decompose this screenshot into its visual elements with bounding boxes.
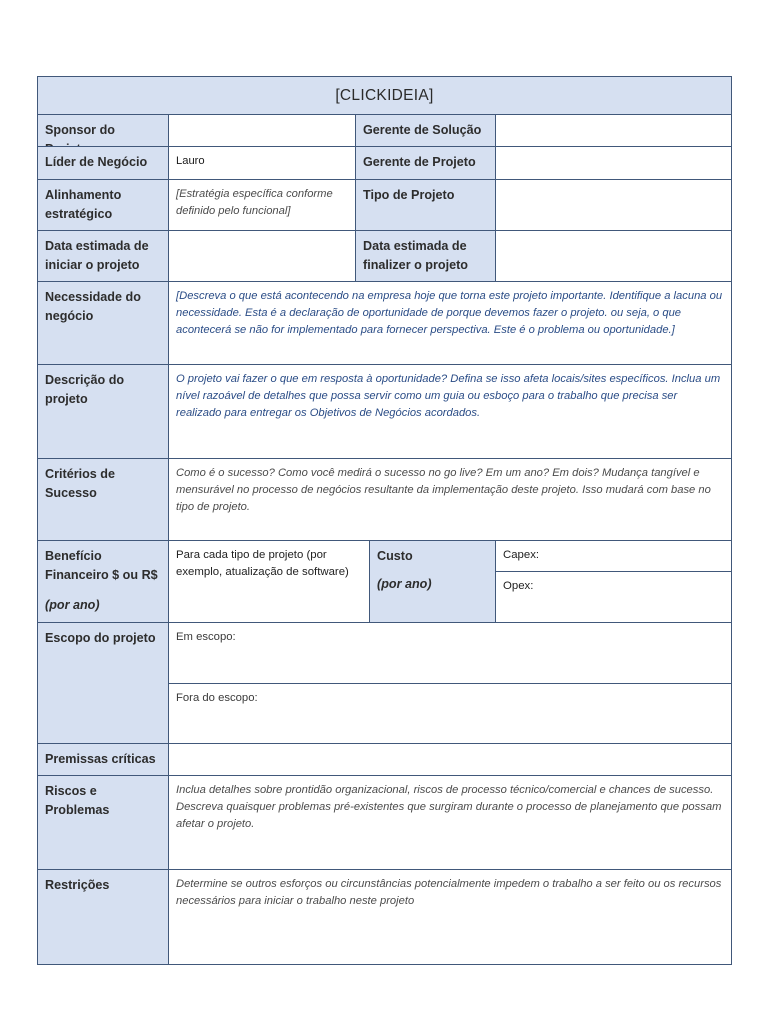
- beneficio-label: [37, 540, 169, 623]
- custo-label-text: Custo: [377, 549, 413, 563]
- escopo-label: Escopo do projeto: [37, 622, 169, 744]
- tipo-projeto-value[interactable]: [495, 179, 732, 231]
- opex-field[interactable]: Opex:: [495, 571, 732, 623]
- beneficio-label-sub: (por ano): [45, 598, 100, 612]
- custo-label-sub: (por ano): [377, 577, 432, 591]
- fora-escopo-field[interactable]: Fora do escopo:: [168, 683, 732, 744]
- lider-negocio-value[interactable]: Lauro: [168, 146, 356, 180]
- tipo-projeto-label: Tipo de Projeto: [355, 179, 496, 231]
- document-title: [37, 76, 732, 115]
- sponsor-label: Sponsor do: [37, 114, 169, 147]
- premissas-value[interactable]: [168, 743, 732, 776]
- descricao-value[interactable]: O projeto vai fazer o que em resposta à oportunidade? Defina se isso afeta locais/sites específicos. Inclua um nível razoável de detalhes que possa servir como um guia ou esboço para o trabalho que precisa ser realizado para entregar os Objetivos de Negócios acordados.: [168, 364, 732, 459]
- gerente-solucao-value[interactable]: [495, 114, 732, 147]
- restricoes-value[interactable]: Determine se outros esforços ou circunstâncias potencialmente impedem o trabalho a ser feito ou os recursos necessários para iniciar o trabalho neste projeto: [168, 869, 732, 965]
- data-inicio-value[interactable]: [168, 230, 356, 282]
- necessidade-label: Necessidade do negócio: [37, 281, 169, 365]
- criterios-value[interactable]: Como é o sucesso? Como você medirá o sucesso no go live? Em um ano? Em dois? Mudança tangível e mensurável no processo de negócios resultante da implementação deste projeto. Isso mudará com base no tipo de projeto.: [168, 458, 732, 541]
- beneficio-value[interactable]: Para cada tipo de projeto (por exemplo, atualização de software): [168, 540, 370, 623]
- alinhamento-label: Alinhamento estratégico: [37, 179, 169, 231]
- restricoes-label: Restrições: [37, 869, 169, 965]
- necessidade-value[interactable]: [Descreva o que está acontecendo na empresa hoje que torna este projeto importante. Identifique a lacuna ou necessidade. Esta é a declaração de oportunidade de porque devemos fazer o projeto. ou seja, o que acontecerá se não for implementado para fornecer perspectiva. Este é o problema ou oportunidade.]: [168, 281, 732, 365]
- data-fim-value[interactable]: [495, 230, 732, 282]
- beneficio-label-text: Benefício Financeiro $ ou R$: [45, 549, 158, 582]
- descricao-label: Descrição do projeto: [37, 364, 169, 459]
- gerente-projeto-value[interactable]: [495, 146, 732, 180]
- riscos-value[interactable]: Inclua detalhes sobre prontidão organizacional, riscos de processo técnico/comercial e chances de sucesso. Descreva quaisquer problemas pré-existentes que surgiram durante o processo de planejamento que possam afetar o projeto.: [168, 775, 732, 870]
- lider-negocio-label: Líder de Negócio: [37, 146, 169, 180]
- gerente-solucao-label: Gerente de Solução: [355, 114, 496, 147]
- data-fim-label: Data estimada de finalizer o projeto: [355, 230, 496, 282]
- capex-field[interactable]: Capex:: [495, 540, 732, 572]
- em-escopo-field[interactable]: Em escopo:: [168, 622, 732, 684]
- gerente-projeto-label: Gerente de Projeto: [355, 146, 496, 180]
- criterios-label: Critérios de Sucesso: [37, 458, 169, 541]
- riscos-label: Riscos e Problemas: [37, 775, 169, 870]
- data-inicio-label: Data estimada de iniciar o projeto: [37, 230, 169, 282]
- premissas-label: Premissas críticas: [37, 743, 169, 776]
- document-title-text: [CLICKIDEIA]: [335, 86, 434, 104]
- custo-label: [369, 540, 496, 623]
- sponsor-value[interactable]: [168, 114, 356, 147]
- alinhamento-value[interactable]: [Estratégia específica conforme definido pelo funcional]: [168, 179, 356, 231]
